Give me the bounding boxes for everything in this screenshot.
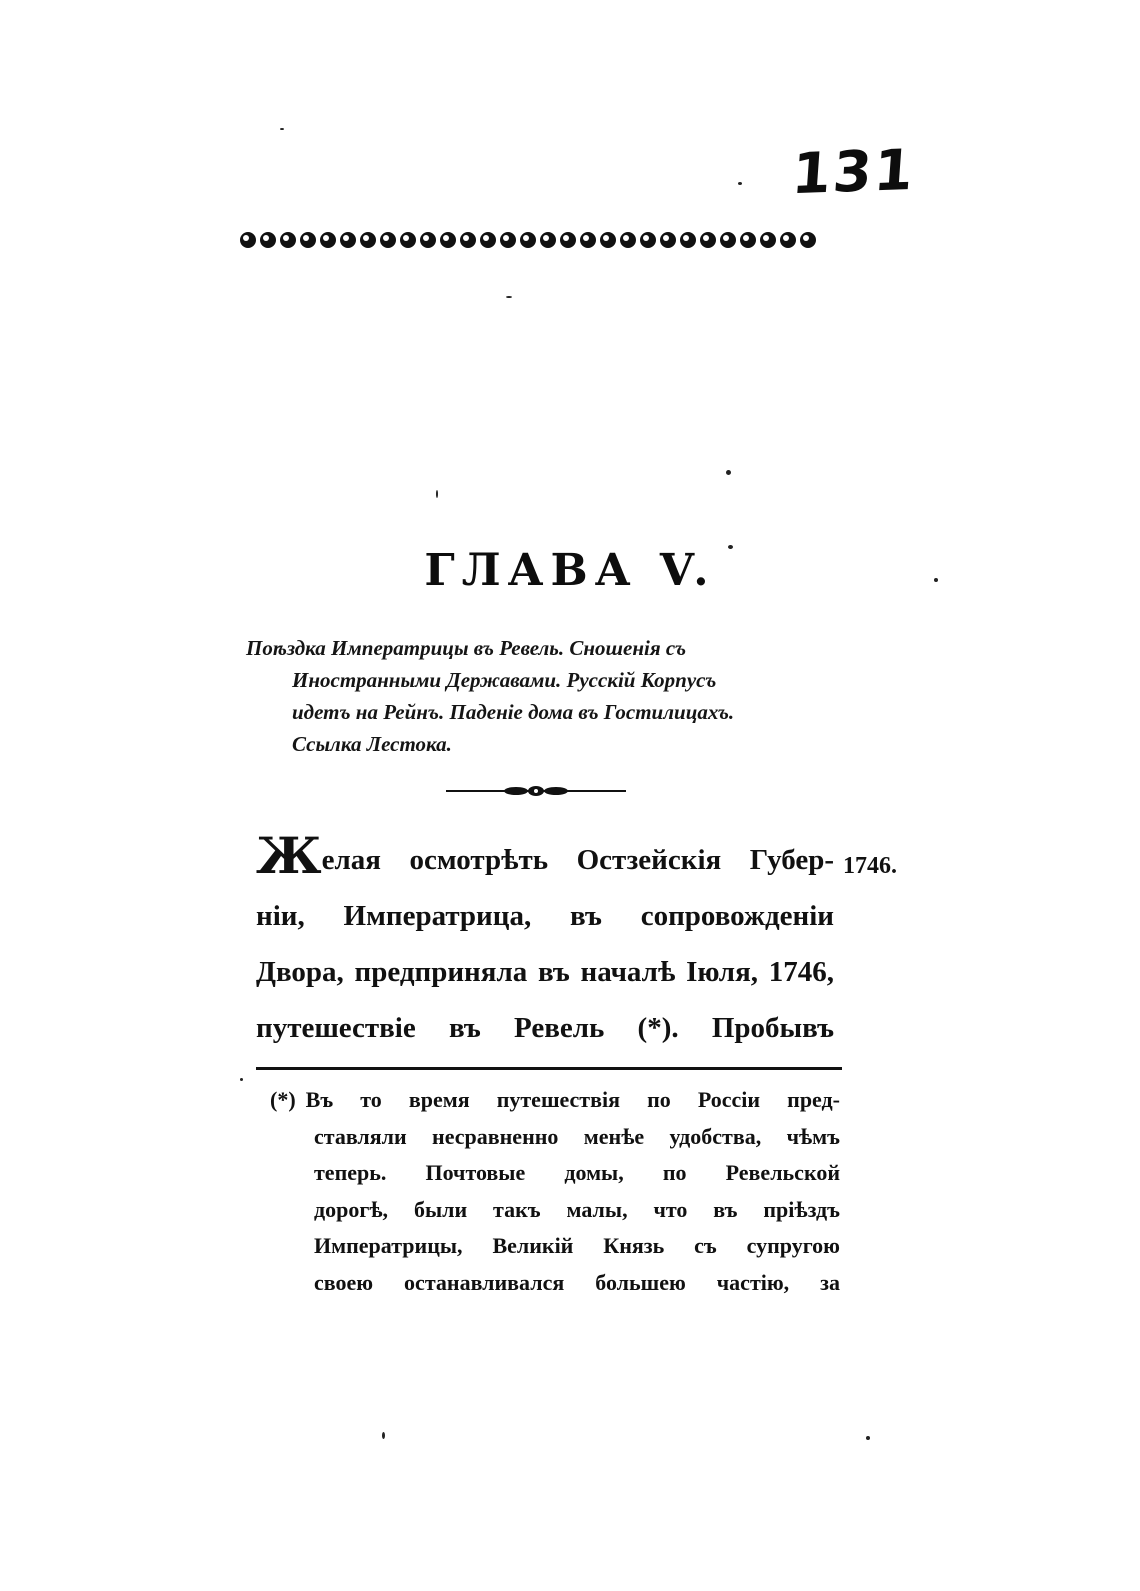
body-text bbox=[256, 826, 834, 1056]
footnote-line: ставляли несравненно менѣе удобства, чѣмъ bbox=[314, 1123, 840, 1149]
page-number: 131 bbox=[789, 137, 918, 208]
scan-speck bbox=[866, 1436, 870, 1440]
footnote bbox=[270, 1082, 840, 1301]
summary-line: Ссылка Лестока. bbox=[292, 732, 452, 756]
chapter-title: ГЛАВА V. bbox=[424, 545, 716, 596]
body-line: путешествіе въ Ревель (*). Пробывъ bbox=[256, 1012, 834, 1044]
scan-speck bbox=[738, 182, 742, 185]
scan-speck bbox=[506, 296, 512, 298]
summary-line: Поѣздка Императрицы въ Ревель. Сношенія съ bbox=[246, 636, 687, 660]
scan-speck bbox=[436, 490, 438, 498]
scan-speck bbox=[934, 578, 938, 582]
footnote-marker: (*) bbox=[270, 1087, 296, 1112]
footnote-line: теперь. Почтовые домы, по Ревельской bbox=[314, 1160, 840, 1185]
scan-speck bbox=[382, 1432, 385, 1439]
footnote-line: своею останавливался большею частію, за bbox=[314, 1269, 840, 1295]
footnote-rule bbox=[256, 1067, 842, 1070]
body-line-first bbox=[256, 826, 834, 888]
footnote-line: дорогѣ, были такъ малы, что въ пріѣздъ bbox=[314, 1196, 840, 1222]
summary-line: идетъ на Рейнъ. Паденіе дома въ Гостилицахъ. bbox=[292, 700, 735, 724]
scan-speck bbox=[728, 545, 733, 549]
body-line: елая осмотрѣть Остзейскія Губер- bbox=[321, 844, 834, 876]
divider-ornament-icon bbox=[446, 783, 626, 799]
summary-line: Иностранными Державами. Русскій Корпусъ bbox=[292, 668, 717, 692]
margin-year-note: 1746. bbox=[843, 853, 897, 879]
body-line: Двора, предприняла въ началѣ Іюля, 1746, bbox=[256, 956, 834, 988]
chapter-summary bbox=[246, 632, 846, 760]
footnote-line: Императрицы, Великій Князь съ супругою bbox=[314, 1233, 840, 1258]
footnote-line: Въ то время путешествія по Россіи пред- bbox=[305, 1087, 840, 1112]
ornament-border-icon bbox=[238, 228, 818, 252]
scan-speck bbox=[240, 1078, 243, 1081]
scan-speck bbox=[726, 470, 731, 475]
scan-speck bbox=[280, 128, 284, 130]
body-line: ніи, Императрица, въ сопровожденіи bbox=[256, 900, 834, 932]
drop-cap: Ж bbox=[256, 826, 322, 885]
footnote-line-first bbox=[270, 1082, 840, 1119]
